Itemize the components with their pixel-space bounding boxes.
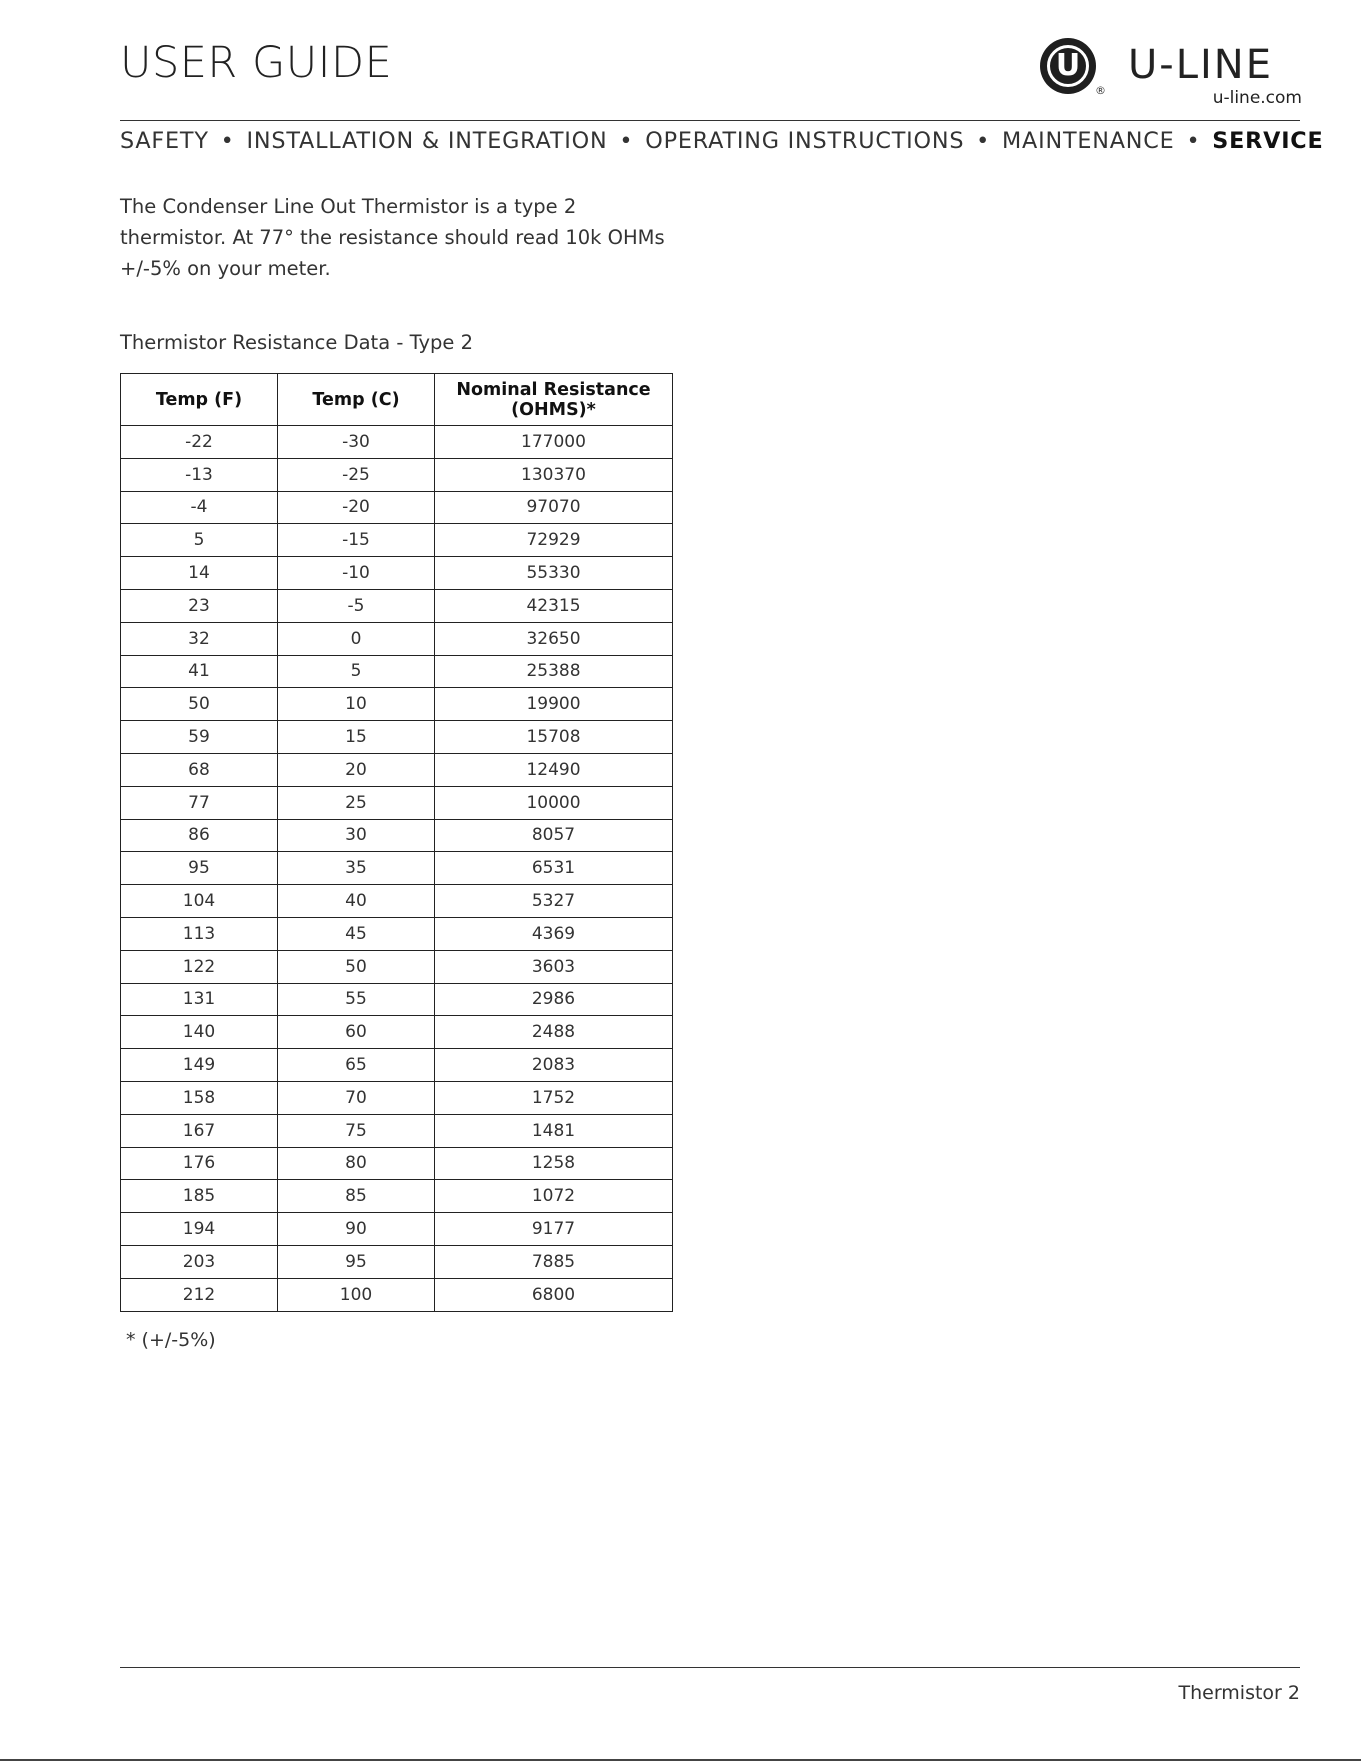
nav-item-safety: SAFETY (120, 128, 209, 154)
section-nav (120, 128, 1324, 154)
cell-resistance: 4369 (435, 917, 673, 950)
cell-temp-c: 90 (278, 1213, 435, 1246)
table-row (121, 721, 673, 754)
cell-resistance: 2083 (435, 1049, 673, 1082)
cell-resistance: 177000 (435, 426, 673, 459)
cell-temp-c: 100 (278, 1278, 435, 1311)
nav-separator: • (220, 128, 235, 154)
table-row (121, 458, 673, 491)
cell-resistance: 8057 (435, 819, 673, 852)
cell-resistance: 97070 (435, 491, 673, 524)
cell-temp-f: -13 (121, 458, 278, 491)
cell-temp-f: 212 (121, 1278, 278, 1311)
table-row (121, 1278, 673, 1311)
table-row (121, 589, 673, 622)
cell-temp-c: 10 (278, 688, 435, 721)
cell-temp-c: 15 (278, 721, 435, 754)
brand-url: u-line.com (1212, 88, 1302, 108)
cell-temp-c: -5 (278, 589, 435, 622)
cell-resistance: 72929 (435, 524, 673, 557)
nav-separator: • (976, 128, 991, 154)
nav-separator: • (1186, 128, 1201, 154)
cell-temp-f: 95 (121, 852, 278, 885)
table-row (121, 1180, 673, 1213)
cell-resistance: 19900 (435, 688, 673, 721)
cell-temp-f: 194 (121, 1213, 278, 1246)
page-footer-label: Thermistor 2 (1178, 1682, 1300, 1704)
cell-resistance: 15708 (435, 721, 673, 754)
table-row (121, 1147, 673, 1180)
intro-line: thermistor. At 77° the resistance should read 10k OHMs (120, 226, 665, 249)
footer-divider (120, 1667, 1300, 1668)
cell-temp-c: 0 (278, 622, 435, 655)
cell-temp-c: -25 (278, 458, 435, 491)
cell-temp-c: -30 (278, 426, 435, 459)
cell-temp-f: 50 (121, 688, 278, 721)
cell-resistance: 25388 (435, 655, 673, 688)
cell-temp-f: 176 (121, 1147, 278, 1180)
cell-temp-f: 158 (121, 1081, 278, 1114)
table-row (121, 557, 673, 590)
table-row (121, 688, 673, 721)
cell-resistance: 12490 (435, 753, 673, 786)
cell-resistance: 5327 (435, 885, 673, 918)
table-row (121, 655, 673, 688)
cell-temp-f: 113 (121, 917, 278, 950)
cell-resistance: 1752 (435, 1081, 673, 1114)
cell-temp-f: 77 (121, 786, 278, 819)
table-row (121, 491, 673, 524)
cell-temp-f: 86 (121, 819, 278, 852)
cell-temp-f: 68 (121, 753, 278, 786)
thermistor-resistance-table (120, 373, 673, 1312)
cell-resistance: 1258 (435, 1147, 673, 1180)
cell-temp-c: 25 (278, 786, 435, 819)
table-row (121, 1016, 673, 1049)
cell-temp-c: 20 (278, 753, 435, 786)
cell-temp-c: 75 (278, 1114, 435, 1147)
cell-temp-c: 70 (278, 1081, 435, 1114)
cell-temp-f: 32 (121, 622, 278, 655)
cell-temp-f: 131 (121, 983, 278, 1016)
table-header-row (121, 374, 673, 426)
nav-item-installation: INSTALLATION & INTEGRATION (246, 128, 608, 154)
table-row (121, 917, 673, 950)
cell-temp-c: 55 (278, 983, 435, 1016)
cell-temp-c: 40 (278, 885, 435, 918)
cell-resistance: 1072 (435, 1180, 673, 1213)
table-row (121, 885, 673, 918)
cell-resistance: 3603 (435, 950, 673, 983)
nav-item-operating: OPERATING INSTRUCTIONS (645, 128, 965, 154)
cell-resistance: 10000 (435, 786, 673, 819)
cell-temp-c: 95 (278, 1245, 435, 1278)
table-row (121, 1049, 673, 1082)
cell-temp-f: 5 (121, 524, 278, 557)
table-row (121, 1081, 673, 1114)
table-row (121, 950, 673, 983)
column-header-resistance (435, 374, 673, 426)
nav-separator: • (619, 128, 634, 154)
cell-temp-c: 60 (278, 1016, 435, 1049)
cell-temp-f: 14 (121, 557, 278, 590)
cell-resistance: 7885 (435, 1245, 673, 1278)
cell-resistance: 55330 (435, 557, 673, 590)
intro-line: The Condenser Line Out Thermistor is a type 2 (120, 195, 577, 218)
column-header-resistance-line2: (OHMS)* (511, 399, 596, 420)
cell-temp-c: -20 (278, 491, 435, 524)
cell-temp-c: 45 (278, 917, 435, 950)
brand-logo (1040, 38, 1302, 108)
cell-temp-f: 185 (121, 1180, 278, 1213)
cell-temp-c: 5 (278, 655, 435, 688)
cell-temp-c: 30 (278, 819, 435, 852)
cell-temp-f: 203 (121, 1245, 278, 1278)
table-row (121, 426, 673, 459)
column-header-temp-c: Temp (C) (278, 374, 435, 426)
table-row (121, 819, 673, 852)
cell-temp-f: 122 (121, 950, 278, 983)
cell-temp-c: 80 (278, 1147, 435, 1180)
table-row (121, 786, 673, 819)
cell-temp-f: 41 (121, 655, 278, 688)
table-row (121, 622, 673, 655)
cell-resistance: 6800 (435, 1278, 673, 1311)
cell-resistance: 2986 (435, 983, 673, 1016)
cell-resistance: 6531 (435, 852, 673, 885)
cell-temp-f: 23 (121, 589, 278, 622)
table-row (121, 1114, 673, 1147)
cell-resistance: 2488 (435, 1016, 673, 1049)
table-caption: Thermistor Resistance Data - Type 2 (120, 331, 473, 354)
cell-temp-c: 65 (278, 1049, 435, 1082)
table-row (121, 1213, 673, 1246)
table-footnote: * (+/-5%) (126, 1329, 216, 1351)
cell-resistance: 1481 (435, 1114, 673, 1147)
cell-temp-f: 104 (121, 885, 278, 918)
column-header-temp-f: Temp (F) (121, 374, 278, 426)
cell-resistance: 130370 (435, 458, 673, 491)
header-divider (120, 120, 1300, 121)
table-row (121, 753, 673, 786)
cell-resistance: 42315 (435, 589, 673, 622)
intro-line: +/-5% on your meter. (120, 257, 331, 280)
table-row (121, 983, 673, 1016)
cell-temp-c: 85 (278, 1180, 435, 1213)
cell-resistance: 9177 (435, 1213, 673, 1246)
u-line-logo-icon: U (1040, 38, 1096, 94)
cell-temp-c: 35 (278, 852, 435, 885)
cell-temp-c: -15 (278, 524, 435, 557)
table-row (121, 1245, 673, 1278)
page-title: USER GUIDE (120, 38, 393, 88)
cell-temp-f: -4 (121, 491, 278, 524)
cell-temp-c: 50 (278, 950, 435, 983)
cell-temp-f: -22 (121, 426, 278, 459)
intro-paragraph (120, 191, 680, 284)
brand-wordmark: U-LINE (1128, 42, 1273, 88)
cell-temp-f: 149 (121, 1049, 278, 1082)
cell-temp-f: 59 (121, 721, 278, 754)
cell-temp-f: 167 (121, 1114, 278, 1147)
cell-temp-c: -10 (278, 557, 435, 590)
table-row (121, 852, 673, 885)
nav-item-service: SERVICE (1212, 128, 1324, 154)
table-body (121, 426, 673, 1312)
cell-resistance: 32650 (435, 622, 673, 655)
nav-item-maintenance: MAINTENANCE (1002, 128, 1175, 154)
table-row (121, 524, 673, 557)
cell-temp-f: 140 (121, 1016, 278, 1049)
registered-mark: ® (1095, 84, 1106, 97)
column-header-resistance-line1: Nominal Resistance (456, 379, 651, 400)
